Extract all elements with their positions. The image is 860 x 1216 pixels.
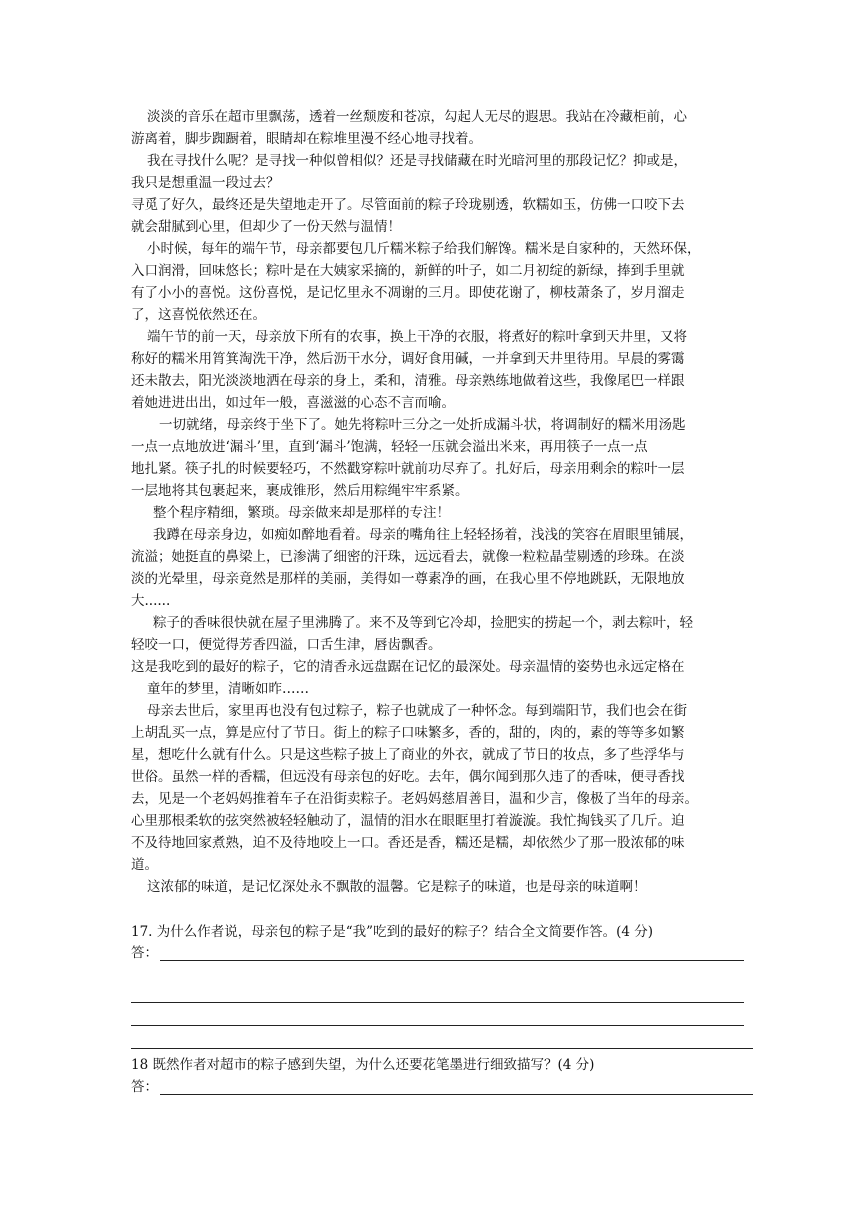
question-17-prompt: 17. 为什么作者说，母亲包的粽子是“我”吃到的最好的粽子？结合全文简要作答。(4 分): [131, 924, 653, 940]
passage-line: 一切就绪，母亲终于坐下了。她先将粽叶三分之一处折成漏斗状，将调制好的糯米用汤匙: [159, 417, 686, 433]
passage-line: 我蹲在母亲身边，如痴如醉地看着。母亲的嘴角往上轻轻扬着，浅浅的笑容在眉眼里铺展，: [153, 527, 693, 543]
passage-line: 轻咬一口，便觉得芳香四溢，口舌生津，唇齿飘香。: [131, 637, 442, 653]
passage-line: 童年的梦里，清晰如昨……: [147, 681, 309, 697]
answer-line[interactable]: [160, 1094, 753, 1095]
passage-line: 淡淡的音乐在超市里飘荡，透着一丝颓废和苍凉，勾起人无尽的遐思。我站在冷藏柜前，心: [147, 109, 687, 125]
passage-line: 还未散去，阳光淡淡地洒在母亲的身上，柔和，清雅。母亲熟练地做着这些，我像尾巴一样跟: [131, 373, 685, 389]
question-17-answer-label: 答：: [131, 945, 158, 961]
passage-line: 这浓郁的味道，是记忆深处永不飘散的温馨。它是粽子的味道，也是母亲的味道啊！: [147, 879, 647, 895]
passage-line: 母亲去世后，家里再也没有包过粽子，粽子也就成了一种怀念。每到端阳节，我们也会在街: [147, 703, 687, 719]
question-18-answer-label: 答：: [131, 1079, 158, 1095]
passage-line: 这是我吃到的最好的粽子，它的清香永远盘踞在记忆的最深处。母亲温情的姿势也永远定格在: [131, 659, 685, 675]
passage-line: 一点一点地放进‘漏斗’里，直到‘漏斗’饱满，轻轻一压就会溢出米来，再用筷子一点一点: [131, 439, 648, 455]
passage-line: 世俗。虽然一样的香糯，但远没有母亲包的好吃。去年，偶尔闻到那久违了的香味，便寻香找: [131, 769, 685, 785]
passage-line: 着她进进出出，如过年一般，喜滋滋的心态不言而喻。: [131, 395, 455, 411]
answer-line[interactable]: [160, 960, 744, 961]
passage-line: 寻觅了好久，最终还是失望地走开了。尽管面前的粽子玲珑剔透，软糯如玉，仿佛一口咬下去: [131, 197, 685, 213]
answer-line[interactable]: [131, 1048, 753, 1049]
passage-line: 就会甜腻到心里，但却少了一份天然与温情！: [131, 219, 401, 235]
passage-line: 道。: [131, 857, 158, 873]
passage-line: 上胡乱买一点，算是应付了节日。街上的粽子口味繁多，香的，甜的，肉的，素的等等多如繁: [131, 725, 685, 741]
passage-line: 淡的光晕里，母亲竟然是那样的美丽，美得如一尊素净的画，在我心里不停地跳跃，无限地放: [131, 571, 685, 587]
question-18-prompt: 18 既然作者对超市的粽子感到失望，为什么还要花笔墨进行细致描写？(4 分): [131, 1057, 595, 1073]
passage-line: 流溢；她挺直的鼻梁上，已渗满了细密的汗珠，远远看去，就像一粒粒晶莹剔透的珍珠。在淡: [131, 549, 685, 565]
passage-line: 入口润滑，回味悠长；粽叶是在大姨家采摘的，新鲜的叶子，如二月初绽的新绿，捧到手里就: [131, 263, 685, 279]
passage-line: 星，想吃什么就有什么。只是这些粽子披上了商业的外衣，就成了节日的妆点，多了些浮华与: [131, 747, 685, 763]
passage-line: 我只是想重温一段过去？: [131, 175, 280, 191]
passage-line: 端午节的前一天，母亲放下所有的农事，换上干净的衣服，将煮好的粽叶拿到天井里，又将: [147, 329, 687, 345]
passage-line: 游离着，脚步踟蹰着，眼睛却在粽堆里漫不经心地寻找着。: [131, 131, 482, 147]
passage-line: 不及待地回家煮熟，迫不及待地咬上一口。香还是香，糯还是糯，却依然少了那一股浓郁的味: [131, 835, 685, 851]
passage-line: 大......: [131, 593, 171, 609]
passage-line: 小时候，每年的端午节，母亲都要包几斤糯米粽子给我们解馋。糯米是自家种的，天然环保，: [147, 241, 701, 257]
passage-line: 心里那根柔软的弦突然被轻轻触动了，温情的泪水在眼眶里打着漩漩。我忙掏钱买了几斤。迫: [131, 813, 685, 829]
passage-line: 地扎紧。筷子扎的时候要轻巧，不然戳穿粽叶就前功尽弃了。扎好后，母亲用剩余的粽叶一层: [131, 461, 685, 477]
passage-line: 有了小小的喜悦。这份喜悦，是记忆里永不凋谢的三月。即使花谢了，柳枝萧条了，岁月溜走: [131, 285, 685, 301]
passage-line: 了，这喜悦依然还在。: [131, 307, 266, 323]
answer-line[interactable]: [131, 1025, 744, 1026]
passage-line: 整个程序精细，繁琐。母亲做来却是那样的专注！: [153, 505, 450, 521]
passage-line: 我在寻找什么呢？是寻找一种似曾相似？还是寻找储藏在时光暗河里的那段记忆？抑或是，: [147, 153, 687, 169]
passage-line: 称好的糯米用筲箕淘洗干净，然后沥干水分，调好食用碱，一并拿到天井里待用。早晨的雾霭: [131, 351, 685, 367]
answer-line[interactable]: [131, 1002, 744, 1003]
passage-line: 去，见是一个老妈妈推着车子在沿街卖粽子。老妈妈慈眉善目，温和少言，像极了当年的母亲。: [131, 791, 698, 807]
passage-line: 粽子的香味很快就在屋子里沸腾了。来不及等到它冷却，捡肥实的捞起一个，剥去粽叶，轻: [153, 615, 693, 631]
passage-line: 一层地将其包裹起来，裹成锥形，然后用粽绳牢牢系紧。: [131, 483, 469, 499]
